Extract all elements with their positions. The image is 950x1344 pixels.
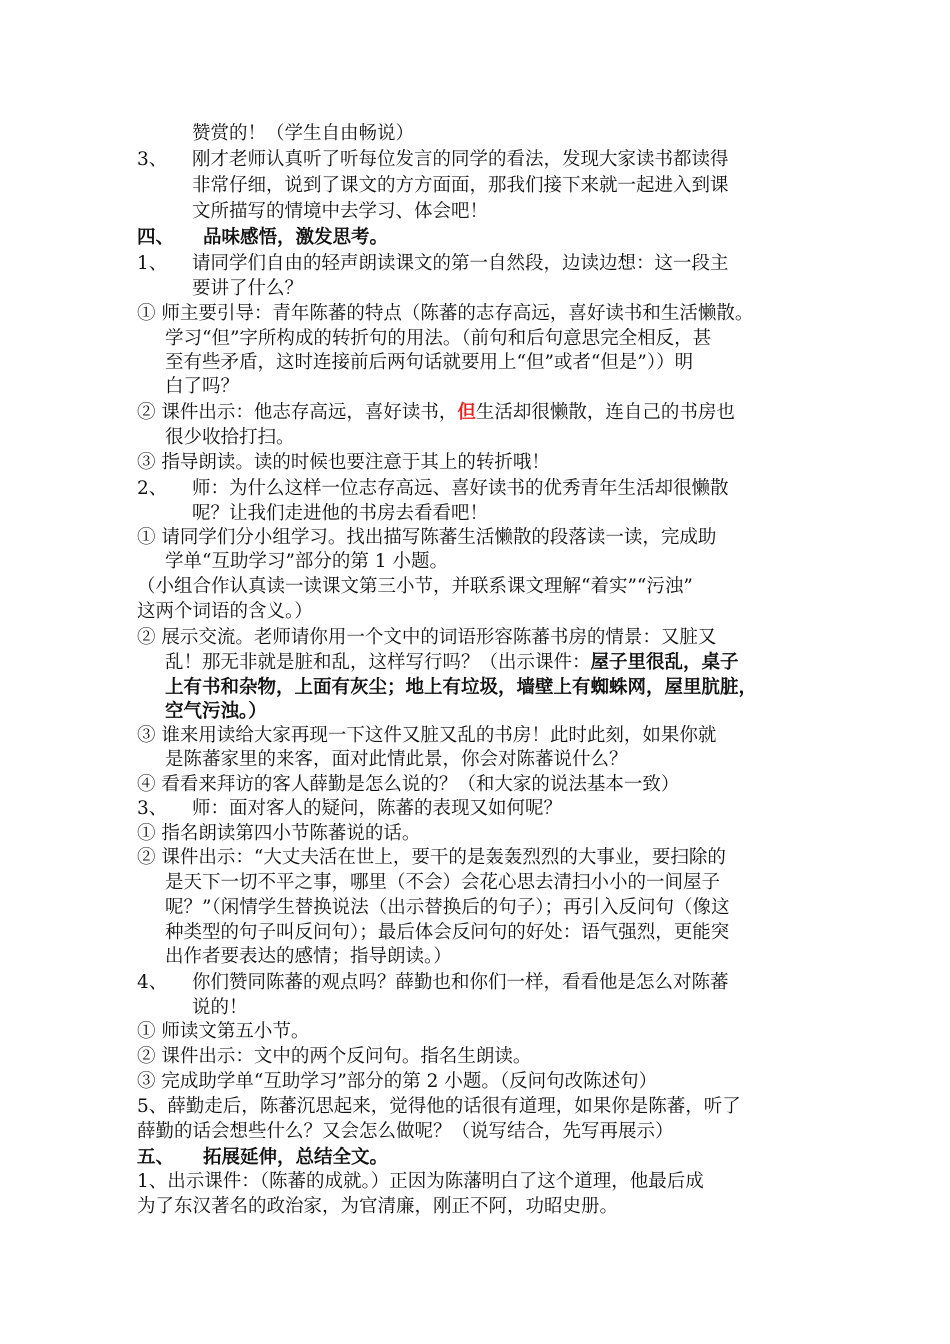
text-line: ① 师主要引导：青年陈蕃的特点（陈蕃的志存高远，喜好读书和生活懒散。 <box>137 303 754 324</box>
text-line: ③ 谁来用读给大家再现一下这件又脏又乱的书房！此时此刻，如果你就 <box>137 725 717 746</box>
text-line: 师：为什么这样一位志存高远、喜好读书的优秀青年生活却很懒散 <box>192 478 729 499</box>
text-line: 非常仔细，说到了课文的方方面面，那我们接下来就一起进入到课 <box>192 175 729 196</box>
text-line: 师：面对客人的疑问，陈蕃的表现又如何呢？ <box>192 798 563 819</box>
text-line: 白了吗？ <box>165 376 240 397</box>
text-line: ④ 看看来拜访的客人薛勤是怎么说的？（和大家的说法基本一致） <box>137 774 680 795</box>
text-line: ③ 指导朗读。读的时候也要注意于其上的转折哦！ <box>137 452 550 473</box>
text-line: 刚才老师认真听了听每位发言的同学的看法，发现大家读书都读得 <box>192 149 729 170</box>
text-line: 为了东汉著名的政治家，为官清廉，刚正不阿，功昭史册。 <box>137 1196 619 1217</box>
text-line: 上有书和杂物，上面有灰尘；地上有垃圾，墙壁上有蜘蛛网，屋里肮脏， <box>165 677 758 698</box>
list-number: 4、 <box>137 972 168 993</box>
highlight-dan: 但 <box>457 402 476 423</box>
text-line: 这两个词语的含义。） <box>137 601 313 622</box>
text-line: 要讲了什么？ <box>192 278 304 299</box>
text-line: 呢？”（闲情学生替换说法（出示替换后的句子）；再引入反问句（像这 <box>165 897 730 918</box>
text-line: 种类型的句子叫反问句）；最后体会反问句的好处：语气强烈，更能突 <box>165 922 730 943</box>
text-line: 是陈蕃家里的来客，面对此情此景，你会对陈蕃说什么？ <box>165 749 628 770</box>
text-line: 学单“互助学习”部分的第 1 小题。 <box>165 551 448 572</box>
list-number: 3、 <box>137 798 168 819</box>
text-line: 学习“但”字所构成的转折句的用法。（前句和后句意思完全相反，甚 <box>165 328 712 349</box>
text-line: 请同学们自由的轻声朗读课文的第一自然段，边读边想：这一段主 <box>192 253 729 274</box>
text-line: 薛勤的话会想些什么？又会怎么做呢？（说写结合，先写再展示） <box>137 1121 674 1142</box>
text-line: 至有些矛盾，这时连接前后两句话就要用上“但”或者“但是”））明 <box>165 352 694 373</box>
section-number: 五、 <box>137 1147 175 1168</box>
list-number: 1、 <box>137 253 168 274</box>
text-line: ① 师读文第五小节。 <box>137 1021 310 1042</box>
text-line: ② 课件出示：文中的两个反问句。指名生朗读。 <box>137 1046 532 1067</box>
text-line: ① 请同学们分小组学习。找出描写陈蕃生活懒散的段落读一读，完成助 <box>137 527 717 548</box>
section-heading: 拓展延伸，总结全文。 <box>203 1147 389 1168</box>
text-line: ② 课件出示：“大丈夫活在世上，要干的是轰轰烈烈的大事业，要扫除的 <box>137 847 726 868</box>
text-line: ② 展示交流。老师请你用一个文中的词语形容陈蕃书房的情景：又脏又 <box>137 627 717 648</box>
text-line: 文所描写的情境中去学习、体会吧！ <box>192 201 489 222</box>
text-line: 呢？让我们走进他的书房去看看吧！ <box>192 503 489 524</box>
list-number: 2、 <box>137 478 168 499</box>
text-line: 1、出示课件：（陈蕃的成就。）正因为陈藩明白了这个道理，他最后成 <box>137 1171 704 1192</box>
text-line: 你们赞同陈蕃的观点吗？薛勤也和你们一样，看看他是怎么对陈蕃 <box>192 972 729 993</box>
text-line: 5、薛勤走后，陈蕃沉思起来，觉得他的话很有道理，如果你是陈蕃，听了 <box>137 1096 741 1117</box>
list-number: 3、 <box>137 149 168 170</box>
text-line: ② 课件出示：他志存高远，喜好读书，但生活却很懒散，连自己的书房也 <box>137 402 735 423</box>
text-line: 乱！那无非就是脏和乱，这样写行吗？（出示课件：屋子里很乱，桌子 <box>165 652 739 673</box>
text-line: ③ 完成助学单“互助学习”部分的第 2 小题。（反问句改陈述句） <box>137 1071 658 1092</box>
text-line: 是天下一切不平之事，哪里（不会）会花心思去清扫小小的一间屋子 <box>165 872 721 893</box>
section-number: 四、 <box>137 227 175 248</box>
text-line: ① 指名朗读第四小节陈蕃说的话。 <box>137 823 421 844</box>
text-line: 空气污浊。） <box>165 701 267 722</box>
text-line: 赞赏的！（学生自由畅说） <box>192 123 415 144</box>
section-heading: 品味感悟，激发思考。 <box>203 227 389 248</box>
text-line: （小组合作认真读一读课文第三小节，并联系课文理解“着实”“污浊” <box>137 576 693 597</box>
text-line: 出作者要表达的感情；指导朗读。） <box>165 946 452 967</box>
text-line: 很少收拾打扫。 <box>165 427 295 448</box>
text-line: 说的！ <box>192 997 248 1018</box>
